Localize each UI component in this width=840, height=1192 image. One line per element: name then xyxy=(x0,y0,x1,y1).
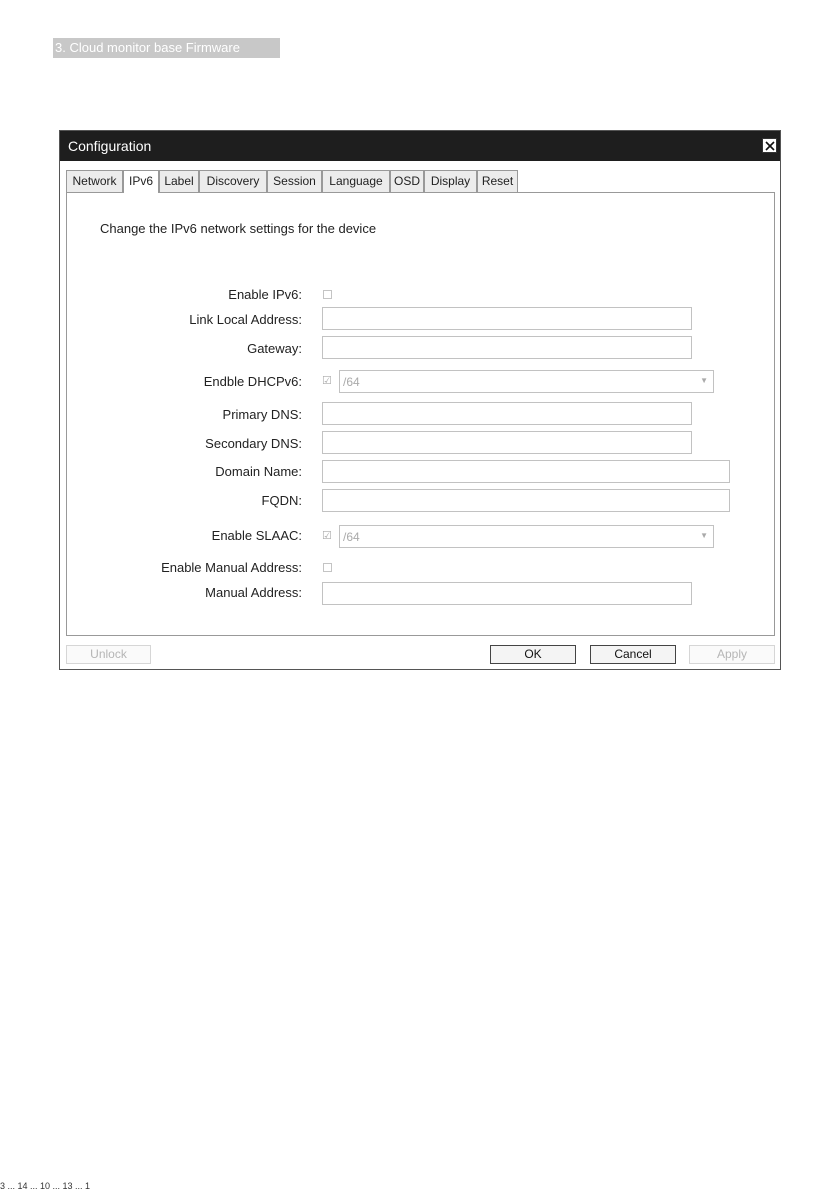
tab-label[interactable]: Label xyxy=(159,170,199,192)
cancel-button[interactable]: Cancel xyxy=(590,645,676,664)
tab-session[interactable]: Session xyxy=(267,170,322,192)
slaac-prefix-value: /64 xyxy=(343,530,360,544)
chevron-down-icon: ▼ xyxy=(700,531,708,540)
apply-button[interactable]: Apply xyxy=(689,645,775,664)
panel-description: Change the IPv6 network settings for the device xyxy=(100,221,377,236)
fqdn-label: FQDN: xyxy=(261,493,302,508)
primary-dns-label: Primary DNS: xyxy=(222,407,302,422)
enable-ipv6-label: Enable IPv6: xyxy=(228,287,302,302)
configuration-dialog xyxy=(59,130,781,670)
dialog-title: Configuration xyxy=(68,138,152,154)
manual-address-field[interactable] xyxy=(322,582,692,605)
tab-network[interactable]: Network xyxy=(66,170,123,192)
unlock-button[interactable]: Unlock xyxy=(66,645,151,664)
chevron-down-icon: ▼ xyxy=(700,376,708,385)
gateway-field[interactable] xyxy=(322,336,692,359)
ok-button[interactable]: OK xyxy=(490,645,576,664)
enable-ipv6-checkbox[interactable] xyxy=(323,290,332,299)
tab-ipv6[interactable]: IPv6 xyxy=(123,170,159,193)
dhcpv6-prefix-select[interactable] xyxy=(339,370,714,393)
gateway-label: Gateway: xyxy=(247,341,302,356)
dialog-titlebar xyxy=(60,131,780,161)
enable-slaac-label: Enable SLAAC: xyxy=(211,528,302,543)
link-local-address-field[interactable] xyxy=(322,307,692,330)
enable-slaac-checkbox[interactable]: ☑ xyxy=(322,530,332,542)
manual-address-label: Manual Address: xyxy=(205,585,302,600)
dhcpv6-prefix-value: /64 xyxy=(343,375,360,389)
enable-dhcpv6-label: Endble DHCPv6: xyxy=(203,374,302,389)
secondary-dns-field[interactable] xyxy=(322,431,692,454)
close-icon[interactable] xyxy=(762,138,777,153)
secondary-dns-label: Secondary DNS: xyxy=(205,436,302,451)
slaac-prefix-select[interactable] xyxy=(339,525,714,548)
domain-name-label: Domain Name: xyxy=(215,464,302,479)
page-footer-text: 3 ... 14 ... 10 ... 13 ... 1 xyxy=(0,1181,91,1191)
fqdn-field[interactable] xyxy=(322,489,730,512)
enable-manual-address-checkbox[interactable] xyxy=(323,563,332,572)
tab-display[interactable]: Display xyxy=(424,170,477,192)
section-header: 3. Cloud monitor base Firmware xyxy=(53,38,280,58)
primary-dns-field[interactable] xyxy=(322,402,692,425)
link-local-address-label: Link Local Address: xyxy=(189,312,302,327)
domain-name-field[interactable] xyxy=(322,460,730,483)
tab-language[interactable]: Language xyxy=(322,170,390,192)
tab-discovery[interactable]: Discovery xyxy=(199,170,267,192)
tab-osd[interactable]: OSD xyxy=(390,170,424,192)
tab-reset[interactable]: Reset xyxy=(477,170,518,192)
enable-manual-address-label: Enable Manual Address: xyxy=(161,560,302,575)
enable-dhcpv6-checkbox[interactable]: ☑ xyxy=(322,375,332,387)
